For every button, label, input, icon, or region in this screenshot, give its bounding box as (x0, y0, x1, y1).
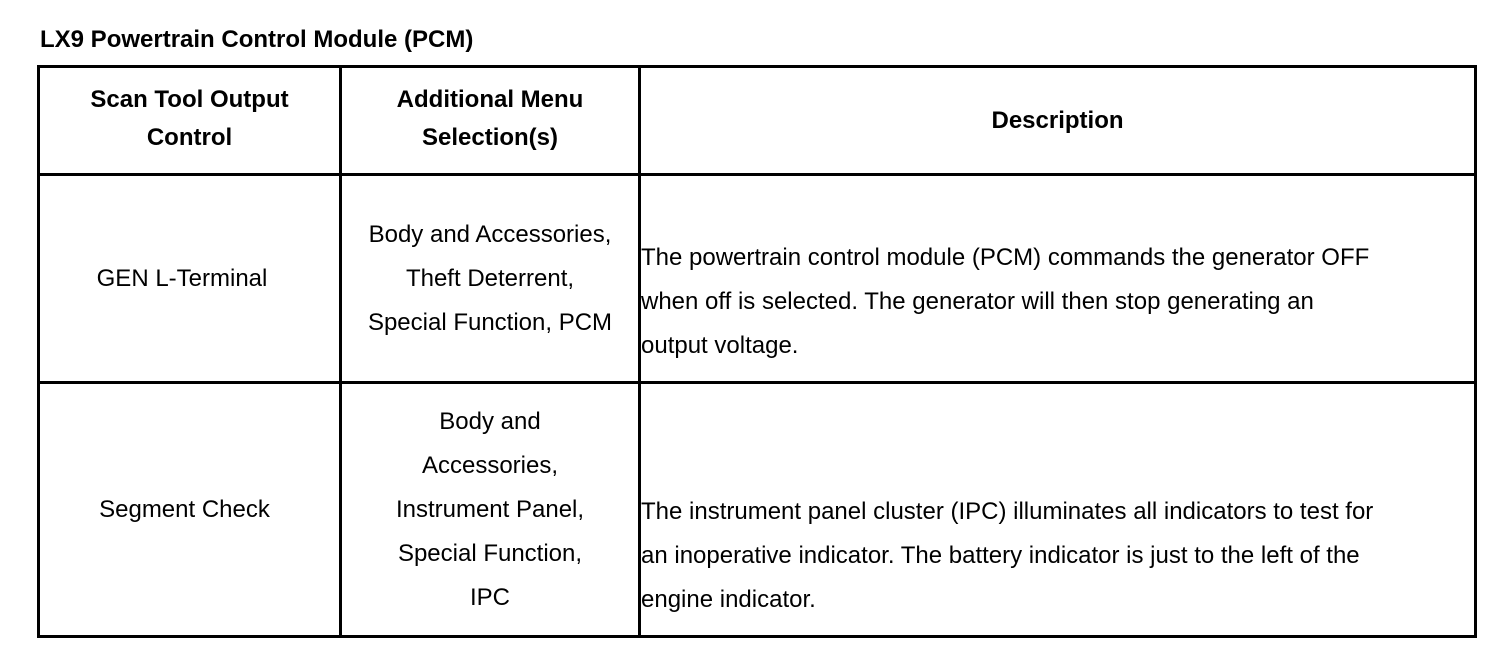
description-cell: The powertrain control module (PCM) commands the generator OFF when off is selected. The generator will then stop generating an output voltage. (640, 175, 1476, 383)
table-row (39, 383, 1476, 637)
document-title: LX9 Powertrain Control Module (PCM) (40, 26, 474, 53)
menu-selections-cell: Body and Accessories, Instrument Panel, Special Function, IPC (341, 383, 640, 637)
output-control-cell: GEN L-Terminal (39, 175, 341, 383)
table-row (39, 175, 1476, 383)
menu-selections-cell: Body and Accessories, Theft Deterrent, Special Function, PCM (341, 175, 640, 383)
table-header-row (39, 67, 1476, 175)
header-description: Description (640, 67, 1476, 175)
description-cell: The instrument panel cluster (IPC) illuminates all indicators to test for an inoperative indicator. The battery indicator is just to the left of the engine indicator. (640, 383, 1476, 637)
header-additional-menu-selections: Additional Menu Selection(s) (341, 67, 640, 175)
output-control-table (37, 65, 1477, 638)
header-scan-tool-output-control: Scan Tool Output Control (39, 67, 341, 175)
output-control-cell: Segment Check (39, 383, 341, 637)
